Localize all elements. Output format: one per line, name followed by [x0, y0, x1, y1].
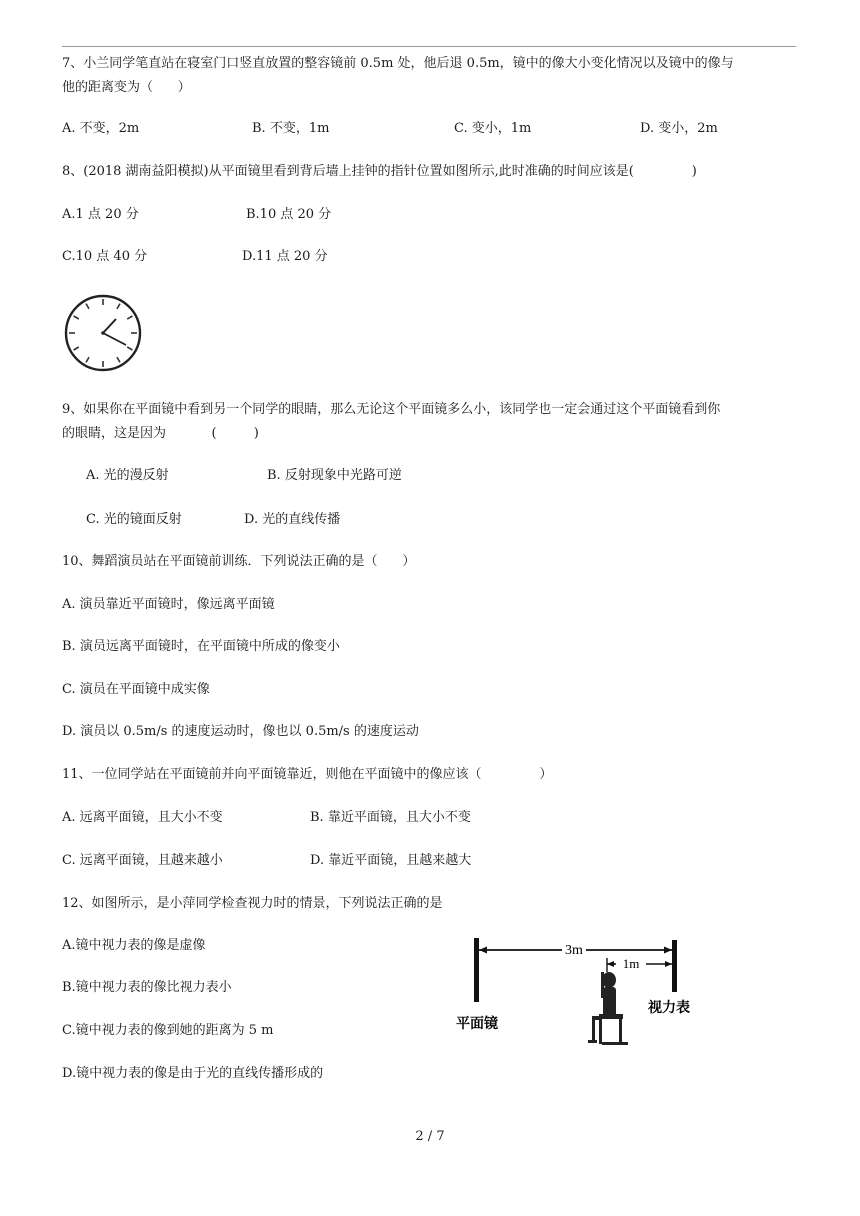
mirror-bar: [474, 938, 479, 1002]
eye-test-figure: [452, 932, 696, 1064]
q9-option-b: B. 反射现象中光路可逆: [267, 468, 402, 483]
header-rule: [62, 46, 796, 47]
q11-option-a: A. 远离平面镜，且大小不变: [62, 810, 223, 825]
q8-stem: 8、(2018 湖南益阳模拟)从平面镜里看到背后墙上挂钟的指针位置如图所示,此时准确的时间应该是( ): [62, 164, 697, 179]
q8-option-c: C.10 点 40 分: [62, 249, 148, 264]
q10-stem: 10、舞蹈演员站在平面镜前训练．下列说法正确的是（ ）: [62, 554, 416, 569]
q12-option-b: B.镜中视力表的像比视力表小: [62, 980, 232, 995]
q11-option-d: D. 靠近平面镜，且越来越大: [310, 853, 472, 868]
label-3m: 3m: [565, 943, 583, 958]
q12-option-d: D.镜中视力表的像是由于光的直线传播形成的: [62, 1066, 324, 1081]
page-number: 2 / 7: [415, 1129, 445, 1144]
label-1m: 1m: [622, 956, 640, 971]
q9-option-c: C. 光的镜面反射: [86, 512, 182, 527]
clock-figure: [62, 292, 144, 374]
q8-option-d: D.11 点 20 分: [242, 249, 328, 264]
q11-stem: 11、一位同学站在平面镜前并向平面镜靠近，则他在平面镜中的像应该（ ）: [62, 767, 553, 782]
q11-option-b: B. 靠近平面镜，且大小不变: [310, 810, 471, 825]
q7-stem-line1: 7、小兰同学笔直站在寝室门口竖直放置的整容镜前 0.5m 处，他后退 0.5m，镜中的像大小变化情况以及镜中的像与: [62, 56, 734, 71]
q9-option-d: D. 光的直线传播: [244, 512, 341, 527]
clock-center: [101, 331, 105, 335]
q7-option-c: C. 变小，1m: [454, 121, 532, 136]
q8-option-a: A.1 点 20 分: [62, 207, 139, 222]
q7-option-b: B. 不变，1m: [252, 121, 330, 136]
label-mirror: 平面镜: [456, 1016, 498, 1032]
seated-girl-figure: [588, 972, 628, 1045]
q10-option-c: C. 演员在平面镜中成实像: [62, 682, 210, 697]
q7-option-a: A. 不变，2m: [62, 121, 140, 136]
q9-stem-line2: 的眼睛，这是因为 ( ): [62, 426, 259, 441]
q7-stem-line2: 他的距离变为（ ）: [62, 80, 191, 95]
q12-stem: 12、如图所示，是小萍同学检查视力时的情景，下列说法正确的是: [62, 896, 443, 911]
q10-option-a: A. 演员靠近平面镜时，像远离平面镜: [62, 597, 275, 612]
q10-option-b: B. 演员远离平面镜时，在平面镜中所成的像变小: [62, 639, 340, 654]
q11-option-c: C. 远离平面镜，且越来越小: [62, 853, 223, 868]
arrowhead-3m-right: [664, 947, 672, 954]
arrowhead-3m-left: [479, 947, 487, 954]
q9-stem-line1: 9、如果你在平面镜中看到另一个同学的眼睛，那么无论这个平面镜多么小，该同学也一定会通过这个平面镜看到你: [62, 402, 721, 417]
q12-option-a: A.镜中视力表的像是虚像: [62, 938, 206, 953]
eye-chart-bar: [672, 940, 677, 992]
q9-option-a: A. 光的漫反射: [86, 468, 169, 483]
label-eye-chart: 视力表: [648, 1000, 690, 1016]
q8-option-b: B.10 点 20 分: [246, 207, 332, 222]
arrowhead-1m-left: [607, 961, 614, 967]
q10-option-d: D. 演员以 0.5m/s 的速度运动时，像也以 0.5m/s 的速度运动: [62, 724, 419, 739]
arrowhead-1m-right: [665, 961, 672, 967]
q7-option-d: D. 变小，2m: [640, 121, 718, 136]
q12-option-c: C.镜中视力表的像到她的距离为 5 m: [62, 1023, 274, 1038]
